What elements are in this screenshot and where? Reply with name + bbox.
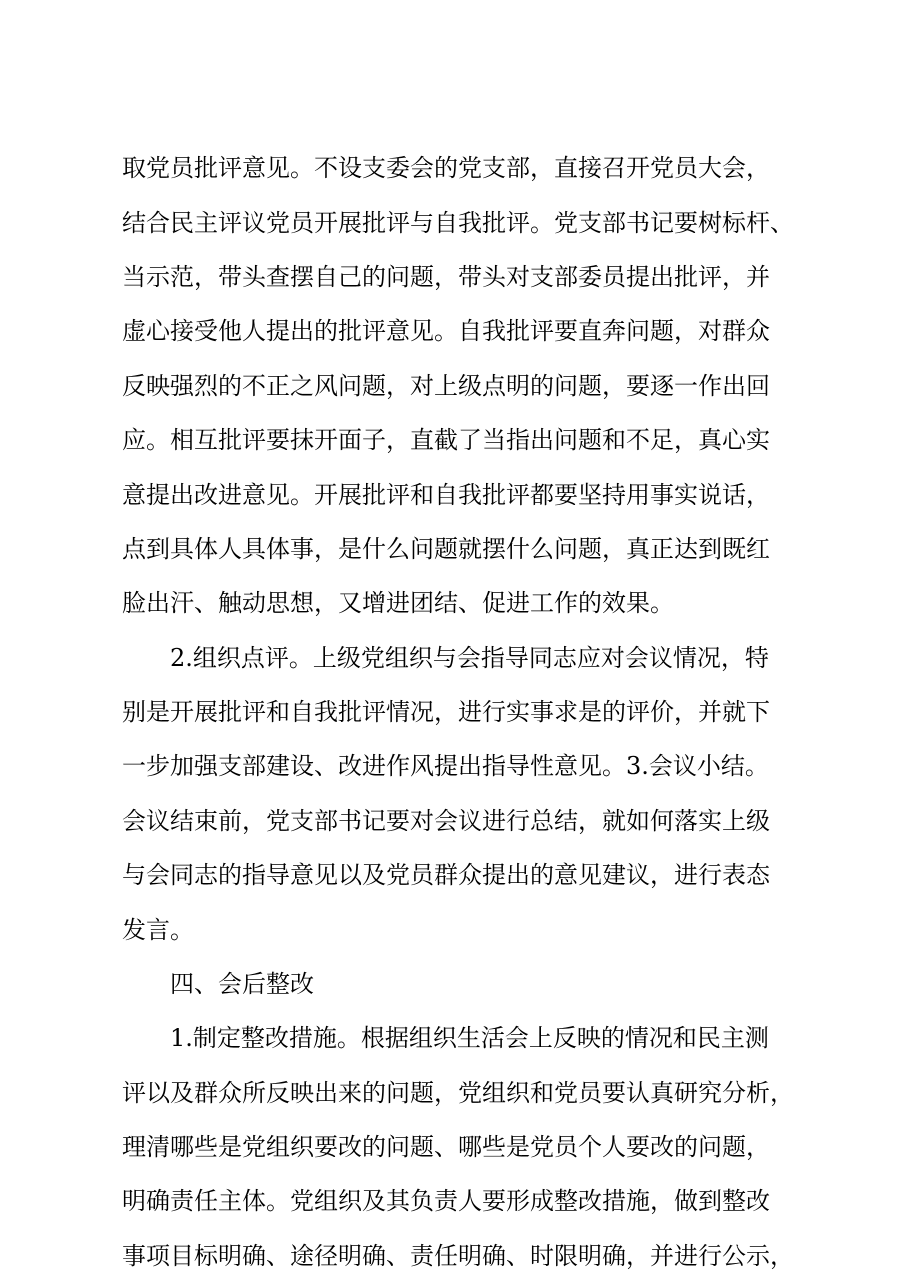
paragraph-line: 事项目标明确、途径明确、责任明确、时限明确，并进行公示， [122, 1242, 794, 1270]
paragraph-line: 应。相互批评要抹开面子，直截了当指出问题和不足，真心实 [122, 426, 770, 454]
paragraph-line: 1.制定整改措施。根据组织生活会上反映的情况和民主测 [170, 1024, 769, 1052]
paragraph-line: 脸出汗、触动思想，又增进团结、促进工作的效果。 [122, 589, 674, 617]
paragraph-line: 会议结束前，党支部书记要对会议进行总结，就如何落实上级 [122, 807, 770, 835]
paragraph-line: 理清哪些是党组织要改的问题、哪些是党员个人要改的问题， [122, 1133, 770, 1161]
paragraph-line: 别是开展批评和自我批评情况，进行实事求是的评价，并就下 [122, 698, 770, 726]
paragraph-line: 取党员批评意见。不设支委会的党支部，直接召开党员大会， [122, 154, 770, 182]
paragraph-line: 反映强烈的不正之风问题，对上级点明的问题，要逐一作出回 [122, 372, 770, 400]
paragraph-line: 发言。 [122, 916, 194, 944]
paragraph-line: 虚心接受他人提出的批评意见。自我批评要直奔问题，对群众 [122, 317, 770, 345]
section-heading: 四、会后整改 [170, 970, 314, 998]
paragraph-line: 结合民主评议党员开展批评与自我批评。党支部书记要树标杆、 [122, 209, 794, 237]
paragraph-line: 一步加强支部建设、改进作风提出指导性意见。3.会议小结。 [122, 752, 769, 780]
paragraph-line: 评以及群众所反映出来的问题，党组织和党员要认真研究分析， [122, 1079, 794, 1107]
paragraph-line: 当示范，带头查摆自己的问题，带头对支部委员提出批评，并 [122, 263, 770, 291]
paragraph-line: 2.组织点评。上级党组织与会指导同志应对会议情况，特 [170, 644, 769, 672]
paragraph-line: 明确责任主体。党组织及其负责人要形成整改措施，做到整改 [122, 1187, 770, 1215]
paragraph-line: 与会同志的指导意见以及党员群众提出的意见建议，进行表态 [122, 861, 770, 889]
paragraph-line: 意提出改进意见。开展批评和自我批评都要坚持用事实说话， [122, 481, 770, 509]
paragraph-line: 点到具体人具体事，是什么问题就摆什么问题，真正达到既红 [122, 535, 770, 563]
